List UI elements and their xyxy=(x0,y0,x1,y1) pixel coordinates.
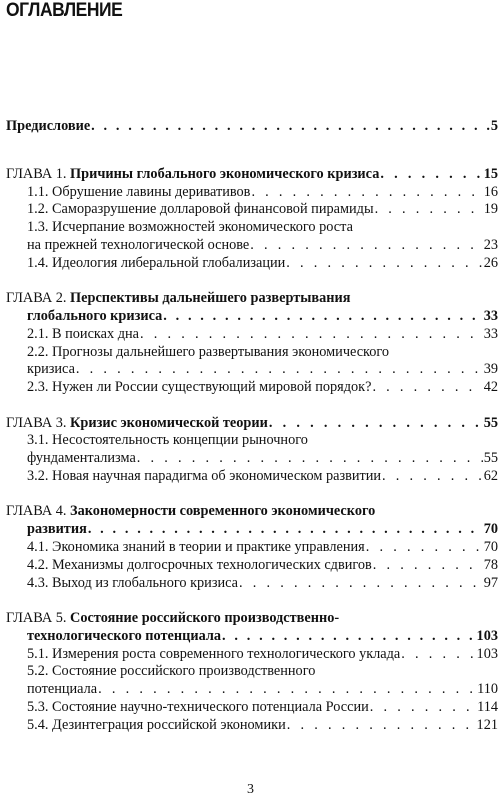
section-title: фундаментализма xyxy=(27,450,136,467)
table-of-contents xyxy=(6,118,498,734)
spacer xyxy=(6,486,498,504)
dot-leader xyxy=(88,521,483,539)
page-ref: 33 xyxy=(483,307,498,324)
dot-leader xyxy=(137,450,483,468)
section-entry xyxy=(6,255,498,273)
chapter-heading xyxy=(6,610,498,628)
section-title: 4.2. Механизмы долгосрочных технологических сдвигов xyxy=(27,556,372,573)
section-entry xyxy=(6,557,498,575)
section-entry xyxy=(6,379,498,397)
page-ref: 121 xyxy=(476,716,498,733)
chapter-prefix: ГЛАВА 3. xyxy=(6,414,67,431)
chapter-heading xyxy=(6,503,498,521)
spacer xyxy=(6,397,498,415)
chapter-heading xyxy=(6,415,498,433)
page-ref: 70 xyxy=(483,521,498,538)
page-ref: 33 xyxy=(483,325,498,342)
page-ref: 55 xyxy=(483,414,498,431)
chapter-title: технологического потенциала xyxy=(27,627,222,644)
chapter-title: Причины глобального экономического кризиса xyxy=(70,165,380,182)
section-entry xyxy=(6,681,498,699)
page-ref: 55 xyxy=(483,450,498,467)
page-title: ОГЛАВЛЕНИЕ xyxy=(6,0,123,21)
section-entry xyxy=(6,432,498,450)
section-entry xyxy=(6,646,498,664)
page-ref: 23 xyxy=(483,236,498,253)
section-entry xyxy=(6,184,498,202)
chapter-title: Кризис экономической теории xyxy=(70,414,268,431)
section-title: 1.2. Саморазрушение долларовой финансовой пирамиды xyxy=(27,201,374,218)
chapter-heading xyxy=(6,290,498,308)
section-entry xyxy=(6,361,498,379)
section-title: 4.3. Выход из глобального кризиса xyxy=(27,574,238,591)
page-ref: 26 xyxy=(483,254,498,271)
page-ref: 110 xyxy=(477,681,498,698)
section-entry-text: 2.2. Прогнозы дальнейшего развертывания экономического xyxy=(27,343,390,360)
page-ref: 62 xyxy=(483,467,498,484)
section-title: 3.2. Новая научная парадигма об экономическом развитии xyxy=(27,467,382,484)
chapter-entry xyxy=(6,610,498,735)
chapter-entry xyxy=(6,290,498,397)
section-entry xyxy=(6,575,498,593)
section-entry-text: 5.2. Состояние российского производственного xyxy=(27,663,316,680)
page-ref: 78 xyxy=(483,556,498,573)
section-entry xyxy=(6,450,498,468)
preface-entry xyxy=(6,118,498,136)
page-ref: 97 xyxy=(483,574,498,591)
chapter-prefix: ГЛАВА 4. xyxy=(6,503,67,520)
section-entry-text: 3.1. Несостоятельность концепции рыночного xyxy=(27,432,308,449)
section-entry xyxy=(6,344,498,362)
chapter-title: Перспективы дальнейшего развертывания xyxy=(70,290,351,307)
dot-leader xyxy=(98,681,476,699)
page-number: 3 xyxy=(247,782,254,797)
chapter-heading-cont xyxy=(6,628,498,646)
dot-leader xyxy=(370,699,476,717)
spacer xyxy=(6,273,498,291)
section-entry xyxy=(6,663,498,681)
section-title: потенциала xyxy=(27,681,98,698)
chapter-title: Состояние российского производственно- xyxy=(70,609,340,626)
chapter-prefix: ГЛАВА 1. xyxy=(6,165,67,182)
chapter-entry xyxy=(6,166,498,273)
chapter-heading xyxy=(6,166,498,184)
dot-leader xyxy=(382,468,483,486)
section-title: 5.3. Состояние научно-технического потенциала России xyxy=(27,698,369,715)
section-entry xyxy=(6,717,498,735)
page-ref: 42 xyxy=(483,379,498,396)
dot-leader xyxy=(222,628,476,646)
section-title: 5.4. Дезинтеграция российской экономики xyxy=(27,716,286,733)
chapter-prefix: ГЛАВА 2. xyxy=(6,290,67,307)
section-title: кризиса xyxy=(27,361,75,378)
dot-leader xyxy=(401,646,475,664)
section-entry xyxy=(6,201,498,219)
section-entry xyxy=(6,219,498,237)
page-ref: 103 xyxy=(476,627,498,644)
page-ref: 114 xyxy=(477,698,498,715)
dot-leader xyxy=(76,361,483,379)
section-entry xyxy=(6,468,498,486)
chapter-entry xyxy=(6,415,498,486)
page-ref: 19 xyxy=(483,201,498,218)
section-entry xyxy=(6,326,498,344)
section-title: 5.1. Измерения роста современного технологического уклада xyxy=(27,645,401,662)
section-title: 2.3. Нужен ли России существующий мировой порядок? xyxy=(27,379,372,396)
dot-leader xyxy=(366,539,483,557)
page-ref: 5 xyxy=(490,118,498,134)
dot-leader xyxy=(250,237,482,255)
spacer xyxy=(6,136,498,166)
chapter-title: глобального кризиса xyxy=(27,307,163,324)
chapter-prefix: ГЛАВА 5. xyxy=(6,609,67,626)
page-ref: 15 xyxy=(483,165,498,182)
spacer xyxy=(6,592,498,610)
dot-leader xyxy=(91,118,490,136)
dot-leader xyxy=(239,575,483,593)
section-title: 4.1. Экономика знаний в теории и практике управления xyxy=(27,538,365,555)
page-ref: 39 xyxy=(483,361,498,378)
section-entry xyxy=(6,699,498,717)
page-ref: 103 xyxy=(476,645,498,662)
section-entry-text: 1.3. Исчерпание возможностей экономического роста xyxy=(27,219,353,236)
preface-label: Предисловие xyxy=(6,118,91,134)
chapter-title: Закономерности современного экономического xyxy=(70,503,376,520)
dot-leader xyxy=(251,184,482,202)
dot-leader xyxy=(372,379,482,397)
section-title: 1.4. Идеология либеральной глобализации xyxy=(27,254,286,271)
dot-leader xyxy=(140,326,483,344)
section-title: 2.1. В поисках дна xyxy=(27,325,139,342)
page-ref: 70 xyxy=(483,538,498,555)
chapter-heading-cont xyxy=(6,521,498,539)
dot-leader xyxy=(163,308,482,326)
section-entry xyxy=(6,237,498,255)
section-title: 1.1. Обрушение лавины деривативов xyxy=(27,183,251,200)
chapter-entry xyxy=(6,503,498,592)
section-entry xyxy=(6,539,498,557)
chapter-heading-cont xyxy=(6,308,498,326)
dot-leader xyxy=(287,717,476,735)
chapter-title: развития xyxy=(27,521,87,538)
dot-leader xyxy=(375,201,483,219)
dot-leader xyxy=(373,557,483,575)
dot-leader xyxy=(269,415,483,433)
dot-leader xyxy=(380,166,482,184)
dot-leader xyxy=(286,255,482,273)
section-title: на прежней технологической основе xyxy=(27,236,250,253)
page-ref: 16 xyxy=(483,183,498,200)
